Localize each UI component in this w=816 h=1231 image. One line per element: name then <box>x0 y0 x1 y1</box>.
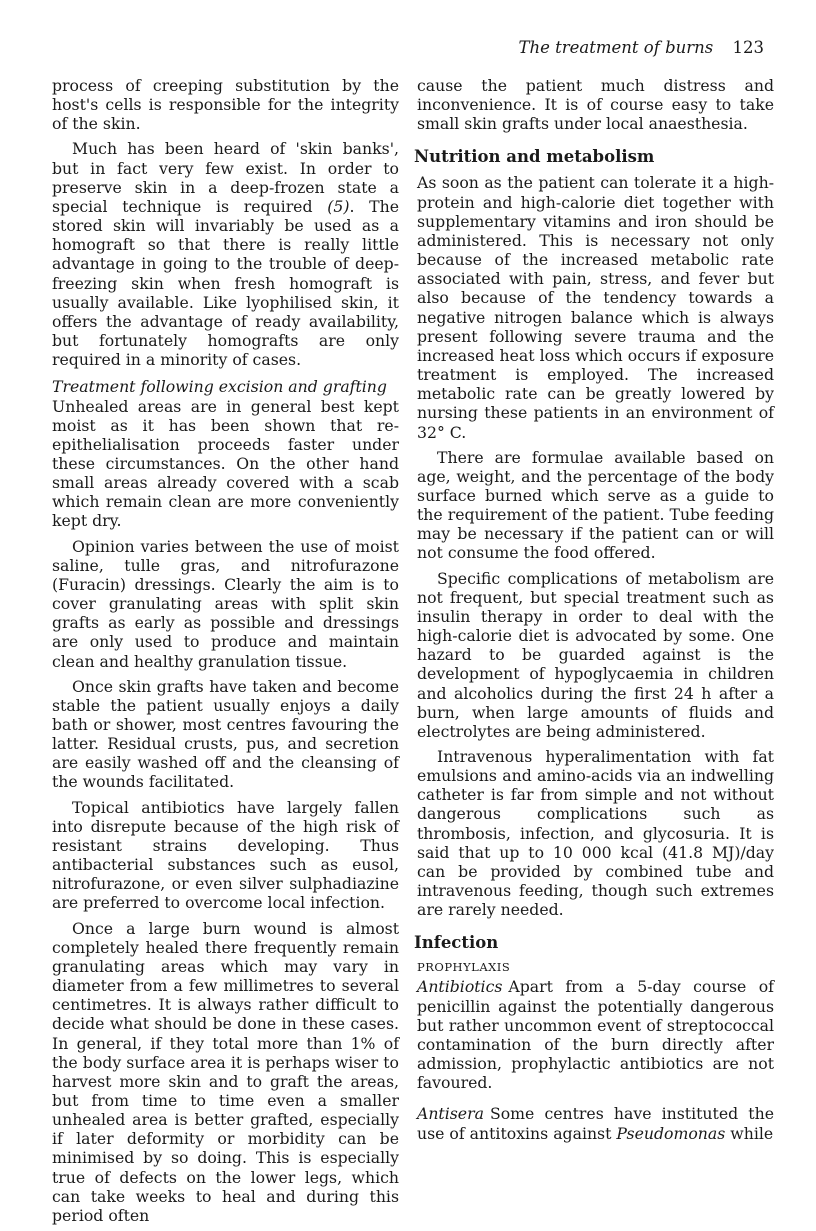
text-run: . The stored skin will invariably be used as a homograft so that there is really little advantage in going to the trouble of deep-freezing skin when fresh homograft is usually available. Like lyophilised skin, it offers the advantage of ready availability, but fortunately homografts are only required in a minority of cases. <box>52 196 399 370</box>
paragraph: As soon as the patient can tolerate it a high-protein and high-calorie diet together with supplementary vitamins and iron should be administered. This is necessary not only because of the increased metabolic rate associated with pain, stress, and fever but also because of the tendency towards a negative nitrogen balance which is always present following severe trauma and the increased heat loss which occurs if exposure treatment is employed. The increased metabolic rate can be greatly lowered by nursing these patients in an environment of 32° C. <box>417 173 774 442</box>
running-head <box>518 38 764 58</box>
paragraph: Opinion varies between the use of moist saline, tulle gras, and nitrofurazone (Furacin) dressings. Clearly the aim is to cover granulating areas with split skin grafts as early as possible and dressings are only used to produce and maintain clean and healthy granulation tissue. <box>52 536 399 671</box>
paragraph: Intravenous hyperalimentation with fat emulsions and amino-acids via an indwelling catheter is far from simple and not without dangerous complications such as thrombosis, infection, and glycosuria. It is said that up to 10 000 kcal (41.8 MJ)/day can be provided by combined tube and intravenous feeding, though such extremes are rarely needed. <box>417 747 774 920</box>
run-in-heading: Antisera <box>417 1104 484 1124</box>
text-run: while <box>725 1123 774 1143</box>
paragraph-antisera <box>417 1104 774 1142</box>
page-number: 123 <box>732 38 764 57</box>
subsection-heading-prophylaxis: PROPHYLAXIS <box>417 960 511 975</box>
text-run: Apart from a 5-day course of penicillin against the potentially dangerous but rather uncommon event of streptococcal contamination of the burn directly after admission, prophylactic antibiotics are not favoured. <box>417 977 774 1093</box>
paragraph: There are formulae available based on age, weight, and the percentage of the body surface burned which serve as a guide to the requirement of the patient. Tube feeding may be necessary if the patient can or will not consume the food offered. <box>417 447 774 563</box>
subsection-heading: Treatment following excision and grafting <box>52 377 387 397</box>
paragraph: process of creeping substitution by the host's cells is responsible for the integrity of the skin. <box>52 76 399 134</box>
paragraph: Topical antibiotics have largely fallen into disrepute because of the high risk of resistant strains developing. Thus antibacterial substances such as eusol, nitrofurazone, or even silver sulphadiazine are preferred to overcome local infection. <box>52 797 399 913</box>
running-head-title: The treatment of burns <box>518 38 714 57</box>
run-in-heading: Antibiotics <box>417 977 503 997</box>
section-heading-nutrition: Nutrition and metabolism <box>414 147 655 167</box>
paragraph: Specific complications of metabolism are not frequent, but special treatment such as insulin therapy in order to deal with the high-calorie diet is advocated by some. One hazard to be guarded against is the development of hypoglycaemia in children and alcoholics during the first 24 h after a burn, when large amounts of fluids and electrolytes are being administered. <box>417 568 774 741</box>
paragraph: cause the patient much distress and inconvenience. It is of course easy to take small skin grafts under local anaesthesia. <box>417 76 774 134</box>
section-heading-infection: Infection <box>414 933 499 953</box>
left-column <box>52 76 399 1231</box>
text-run: Much has been heard of 'skin banks', but in fact very few exist. In order to preserve skin in a deep-frozen state a special technique is required <box>52 139 399 216</box>
paragraph: Unhealed areas are in general best kept moist as it has been shown that re-epithelialisation proceeds faster under these circumstances. On the other hand small areas already covered with a scab which remain clean are more conveniently kept dry. <box>52 396 399 531</box>
reference-citation: (5) <box>327 196 350 216</box>
paragraph: Once a large burn wound is almost completely healed there frequently remain granulating areas which may vary in diameter from a few millimetres to several centimetres. It is always rather difficult to decide what should be done in these cases. In general, if they total more than 1% of the body surface area it is perhaps wiser to harvest more skin and to graft the areas, but from time to time even a smaller unhealed area is better grafted, especially if later deformity or morbidity can be minimised by so doing. This is especially true of defects on the lower legs, which can take weeks to heal and during this period often <box>52 918 399 1225</box>
paragraph-antibiotics <box>417 977 774 1092</box>
text-run: Some centres have instituted the use of antitoxins against <box>417 1104 774 1143</box>
organism-name: Pseudomonas <box>616 1123 726 1143</box>
paragraph: Once skin grafts have taken and become stable the patient usually enjoys a daily bath or shower, most centres favouring the latter. Residual crusts, pus, and secretion are easily washed off and the cleansing of the wounds facilitated. <box>52 676 399 792</box>
right-column <box>414 76 774 1149</box>
paragraph-skin-banks <box>52 139 399 369</box>
